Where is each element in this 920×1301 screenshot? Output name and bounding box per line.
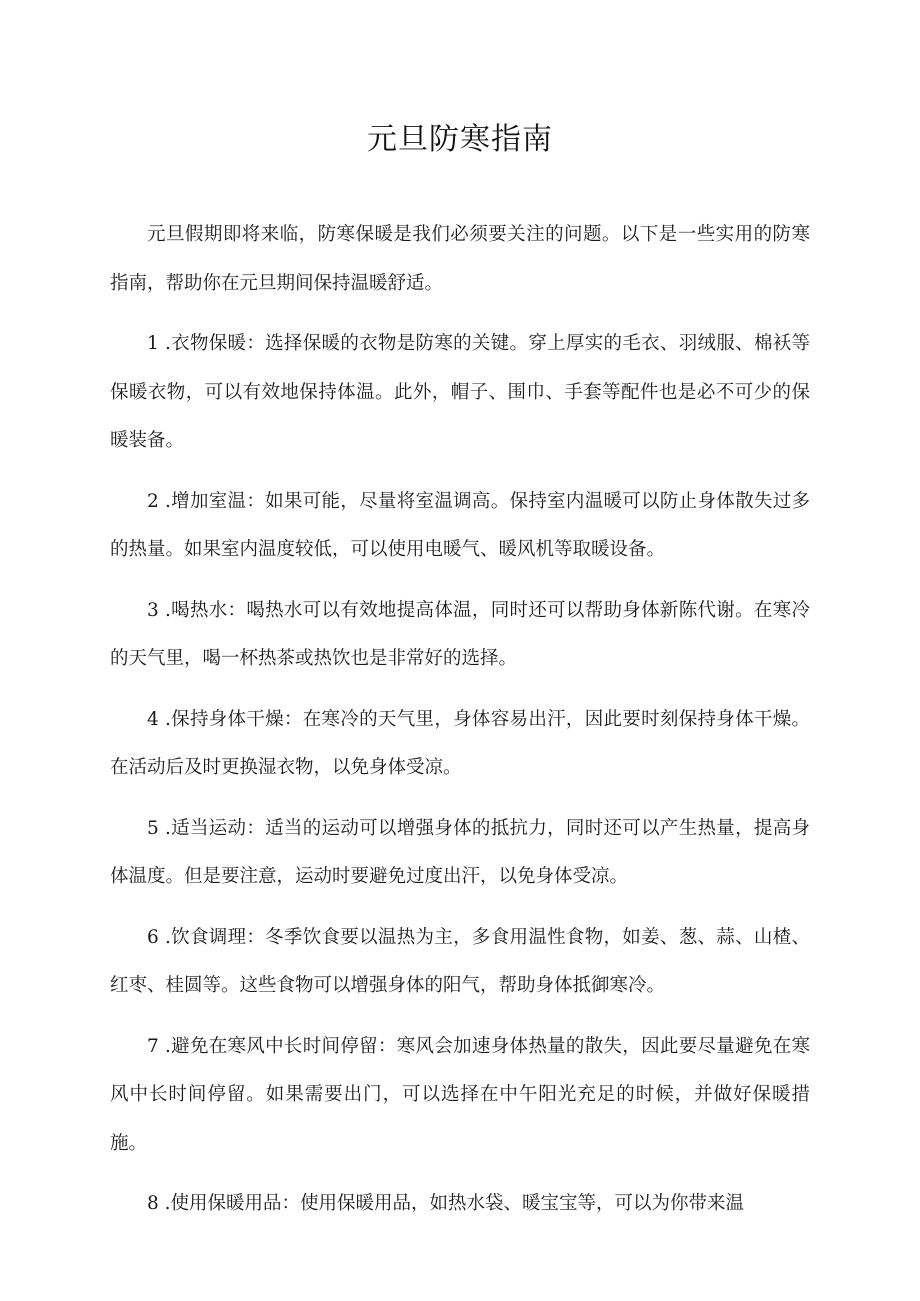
item-number: 5: [147, 817, 159, 839]
item-text: .避免在寒风中长时间停留：寒风会加速身体热量的散失，因此要尽量避免在寒风中长时间停留。如果需要出门，可以选择在中午阳光充足的时候，并做好保暖措施。: [110, 1035, 810, 1154]
guide-item-7: [110, 1023, 810, 1169]
document-body: [110, 211, 810, 1241]
page-title: 元旦防寒指南: [367, 122, 553, 157]
guide-item-4: [110, 696, 810, 793]
intro-paragraph: 元旦假期即将来临，防寒保暖是我们必须要关注的问题。以下是一些实用的防寒指南，帮助你在元旦期间保持温暖舒适。: [110, 224, 810, 294]
guide-item-3: [110, 587, 810, 684]
guide-item-2: [110, 478, 810, 575]
item-number: 4: [147, 708, 159, 730]
item-text: .保持身体干燥：在寒冷的天气里，身体容易出汗，因此要时刻保持身体干燥。在活动后及时更换湿衣物，以免身体受凉。: [110, 708, 810, 778]
item-number: 1: [147, 333, 159, 354]
item-number: 2: [147, 490, 159, 512]
guide-item-1: [110, 320, 810, 466]
item-text: .饮食调理：冬季饮食要以温热为主，多食用温性食物，如姜、葱、蒜、山楂、红枣、桂圆等。这些食物可以增强身体的阳气，帮助身体抵御寒冷。: [110, 926, 810, 996]
item-text: .衣物保暖：选择保暖的衣物是防寒的关键。穿上厚实的毛衣、羽绒服、棉袄等保暖衣物，可以有效地保持体温。此外，帽子、围巾、手套等配件也是必不可少的保暖装备。: [110, 333, 810, 451]
item-text: .适当运动：适当的运动可以增强身体的抵抗力，同时还可以产生热量，提高身体温度。但是要注意，运动时要避免过度出汗，以免身体受凉。: [110, 817, 810, 887]
item-number: 8: [147, 1193, 159, 1214]
item-text: .使用保暖用品：使用保暖用品，如热水袋、暖宝宝等，可以为你带来温: [164, 1193, 745, 1214]
item-text: .喝热水：喝热水可以有效地提高体温，同时还可以帮助身体新陈代谢。在寒冷的天气里，喝一杯热茶或热饮也是非常好的选择。: [110, 599, 810, 669]
item-number: 3: [147, 599, 159, 621]
guide-item-6: [110, 914, 810, 1011]
item-number: 6: [147, 926, 159, 948]
item-text: .增加室温：如果可能，尽量将室温调高。保持室内温暖可以防止身体散失过多的热量。如果室内温度较低，可以使用电暖气、暖风机等取暖设备。: [110, 490, 810, 560]
item-number: 7: [147, 1035, 159, 1057]
guide-item-8: [110, 1180, 810, 1229]
guide-item-5: [110, 805, 810, 902]
